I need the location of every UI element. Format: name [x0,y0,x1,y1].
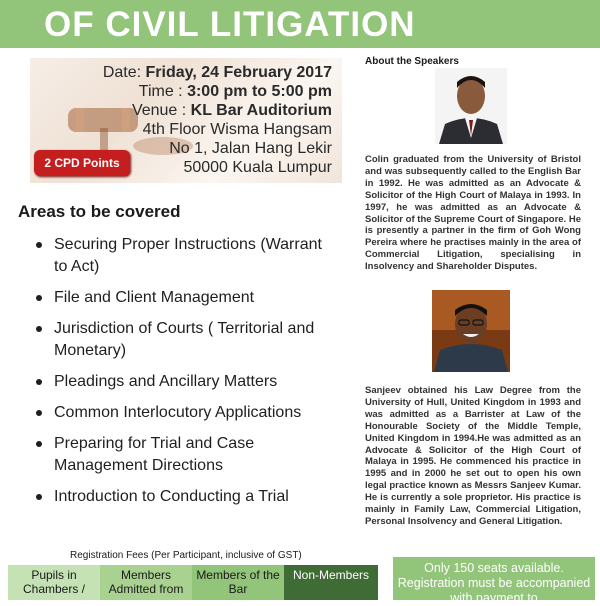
speaker-bio-colin: Colin graduated from the University of Bristol and was subsequently called to the English Bar in 1992. He was admitted as an Advocate & Solicitor of the High Court of Malaya in 1993. In 1997, he was admitted as an Advocate & Solicitor of the Supreme Court of Singapore. He is presently a partner in the firm of Goh Wong Pereira where he practises mainly in the area of Commercial Litigation, specialising in Insolvency and Shareholder Disputes. [365,154,581,273]
tab-members-admitted-from: Members Admitted from [100,565,192,600]
speaker-photo-colin [435,68,507,144]
list-item: Jurisdiction of Courts ( Territorial and Monetary) [34,318,334,362]
address-line-2: No 1, Jalan Hang Lekir [169,140,332,157]
bullet-icon [36,441,42,447]
areas-list [34,234,334,517]
event-date: Date: Friday, 24 February 2017 [102,64,332,81]
bullet-icon [36,295,42,301]
list-item: Pleadings and Ancillary Matters [34,371,334,393]
bullet-icon [36,242,42,248]
list-item: Common Interlocutory Applications [34,402,334,424]
list-item: Preparing for Trial and Case Management Directions [34,433,334,477]
bullet-icon [36,410,42,416]
person-icon [432,290,510,372]
bullet-icon [36,379,42,385]
bullet-icon [36,494,42,500]
address-line-3: 50000 Kuala Lumpur [183,159,332,176]
speaker-bio-sanjeev: Sanjeev obtained his Law Degree from the University of Hull, United Kingdom in 1993 and was admitted as a Barrister at Law of the Honourable Society of the Middle Temple, United Kingdom in 1994.He was admitted as an Advocate & Solicitor of the High Court of Malaya in 1995. He commenced his practice in 1995 and in 2000 he set out to open his own legal practice known as Messrs Sanjeev Kumar. He is currently a sole proprietor. His practice is mainly in Family Law, Commercial Litigation, Personal Insolvency and General Litigation. [365,385,581,527]
cpd-points-badge: 2 CPD Points [34,150,130,176]
speaker-photo-sanjeev [432,290,510,372]
tab-members-of-the-bar: Members of the Bar [192,565,284,600]
list-item: File and Client Management [34,287,334,309]
speakers-heading: About the Speakers [365,56,459,67]
tab-pupils-in-chambers: Pupils in Chambers / [8,565,100,600]
tab-non-members: Non-Members [284,565,378,600]
bullet-icon [36,326,42,332]
list-item: Securing Proper Instructions (Warrant to Act) [34,234,334,278]
event-venue: Venue : KL Bar Auditorium [131,102,332,119]
address-line-1: 4th Floor Wisma Hangsam [142,121,332,138]
event-time: Time : 3:00 pm to 5:00 pm [138,83,332,100]
seats-notice: Only 150 seats available. Registration must be accompanied with payment to [393,557,595,600]
person-icon [435,68,507,144]
registration-fees-label: Registration Fees (Per Participant, inclusive of GST) [70,550,302,561]
page-title: OF CIVIL LITIGATION [44,5,416,44]
list-item: Introduction to Conducting a Trial [34,486,334,508]
header-banner [0,0,600,48]
areas-heading: Areas to be covered [18,202,181,221]
event-info-panel [30,58,342,183]
